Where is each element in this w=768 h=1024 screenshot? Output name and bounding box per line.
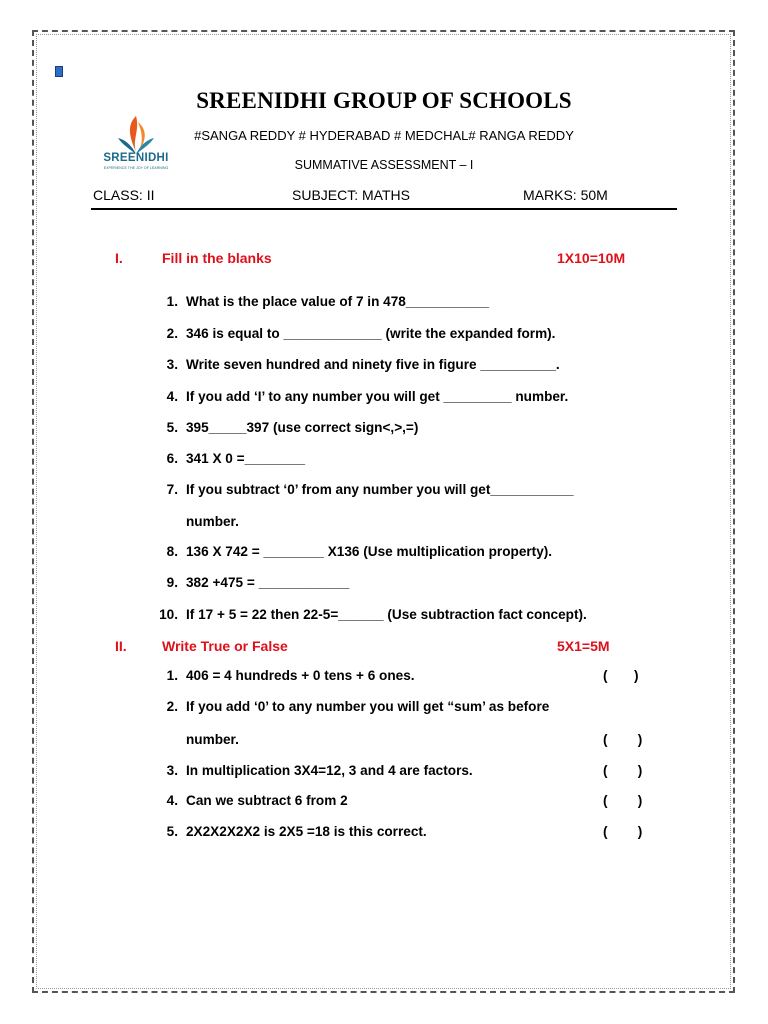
- answer-parentheses[interactable]: ( ): [603, 824, 643, 839]
- header-rule: [91, 208, 677, 210]
- logo-wordmark: SREENIDHI: [103, 152, 169, 164]
- question-text: number.: [186, 514, 239, 529]
- question-text: What is the place value of 7 in 478___________: [186, 294, 489, 309]
- question-text: If 17 + 5 = 22 then 22-5=______ (Use subtraction fact concept).: [186, 607, 587, 622]
- section-2-title: Write True or False: [162, 638, 288, 654]
- section-2-marks: 5X1=5M: [557, 638, 610, 654]
- question-number: 5.: [166, 420, 178, 435]
- question-text: 346 is equal to _____________ (write the expanded form).: [186, 326, 556, 341]
- question-text: 341 X 0 =________: [186, 451, 306, 466]
- question-number: 3.: [166, 357, 178, 372]
- question-number: 6.: [166, 451, 178, 466]
- question-text: In multiplication 3X4=12, 3 and 4 are factors.: [186, 763, 473, 778]
- question-text: If you subtract ‘0’ from any number you will get___________: [186, 482, 574, 497]
- answer-parentheses[interactable]: ( ): [603, 763, 643, 778]
- school-name: SREENIDHI GROUP OF SCHOOLS: [196, 88, 572, 113]
- question-number: 7.: [166, 482, 178, 497]
- question-text: 382 +475 = ____________: [186, 575, 350, 590]
- question-text: If you add ‘I’ to any number you will get _________ number.: [186, 389, 569, 404]
- question-text: If you add ‘0’ to any number you will get “sum’ as before: [186, 699, 550, 714]
- class-label: CLASS: II: [93, 187, 155, 203]
- branch-cities: #SANGA REDDY # HYDERABAD # MEDCHAL# RANGA REDDY: [194, 128, 574, 143]
- question-number: 2.: [166, 699, 178, 714]
- question-number: 3.: [166, 763, 178, 778]
- subject-label: SUBJECT: MATHS: [292, 187, 410, 203]
- marks-label: MARKS: 50M: [523, 187, 608, 203]
- section-1-numeral: I.: [115, 250, 123, 266]
- question-text: Can we subtract 6 from 2: [186, 793, 348, 808]
- question-number: 4.: [166, 389, 178, 404]
- text-cursor-marker: [55, 66, 63, 77]
- question-number: 5.: [166, 824, 178, 839]
- question-number: 2.: [166, 326, 178, 341]
- logo-tagline: EXPERIENCE THE JOY OF LEARNING: [103, 166, 169, 170]
- question-number: 1.: [166, 294, 178, 309]
- answer-parentheses[interactable]: ( ): [603, 668, 639, 683]
- question-number: 9.: [166, 575, 178, 590]
- answer-parentheses[interactable]: ( ): [603, 732, 643, 747]
- answer-parentheses[interactable]: ( ): [603, 793, 643, 808]
- question-text: 406 = 4 hundreds + 0 tens + 6 ones.: [186, 668, 415, 683]
- section-1-title: Fill in the blanks: [162, 250, 272, 266]
- question-text: Write seven hundred and ninety five in figure __________.: [186, 357, 560, 372]
- question-text: 395_____397 (use correct sign<,>,=): [186, 420, 419, 435]
- section-2-numeral: II.: [115, 638, 127, 654]
- question-text: 136 X 742 = ________ X136 (Use multiplication property).: [186, 544, 553, 559]
- question-text: number.: [186, 732, 239, 747]
- question-number: 1.: [166, 668, 178, 683]
- question-number: 4.: [166, 793, 178, 808]
- question-text: 2X2X2X2X2 is 2X5 =18 is this correct.: [186, 824, 427, 839]
- exam-title: SUMMATIVE ASSESSMENT – I: [294, 158, 474, 172]
- question-number: 8.: [166, 544, 178, 559]
- question-number: 10.: [159, 607, 178, 622]
- section-1-marks: 1X10=10M: [557, 250, 626, 266]
